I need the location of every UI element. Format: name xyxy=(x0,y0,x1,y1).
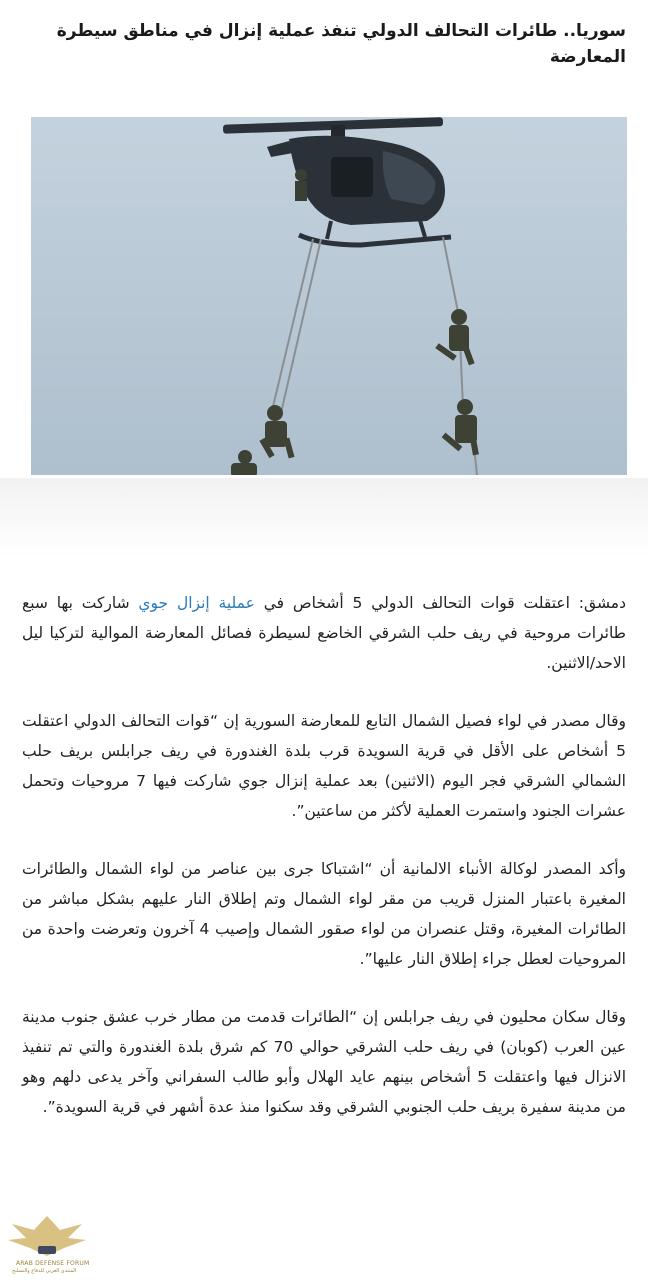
watermark-ar: المنتدى العربي للدفاع والتسليح xyxy=(12,1268,77,1274)
paragraph-1-lead: دمشق: اعتقلت قوات التحالف الدولي 5 أشخاص في xyxy=(254,594,626,612)
eagle-emblem-icon xyxy=(4,1210,90,1260)
link-airdrop-operation[interactable]: عملية إنزال جوي xyxy=(138,594,255,612)
article-photo-helicopter-rappel xyxy=(31,117,627,475)
paragraph-3: وأكد المصدر لوكالة الأنباء الالمانية أن “اشتباكا جرى بين عناصر من لواء الشمال والطائرات المغيرة باعتبار المنزل قريب من مقر لواء الشمال وتم إطلاق النار عليهم بشكل مباشر من الطائرات المغيرة، وقتل عنصران من لواء صقور الشمال وإصيب 4 آخرون وتعرضت واحدة من المروحيات لعطل جراء إطلاق النار عليها”. xyxy=(22,860,626,968)
watermark-logo xyxy=(4,1210,90,1276)
watermark-en: ARAB DEFENSE FORUM xyxy=(16,1260,90,1267)
image-shadow-divider xyxy=(0,478,648,558)
article-body xyxy=(22,588,626,1150)
paragraph-2: وقال مصدر في لواء فصيل الشمال التابع للمعارضة السورية إن “قوات التحالف الدولي اعتقلت 5 أشخاص على الأقل في قرية السويدة قرب بلدة الغندورة في ريف جرابلس بريف حلب الشمالي الشرقي فجر اليوم (الاثنين) بعد عملية إنزال جوي شاركت فيها 7 مروحيات وتحمل عشرات الجنود واستمرت العملية لأكثر من ساعتين”. xyxy=(22,712,626,820)
paragraph-1-rest: شاركت بها سبع طائرات مروحية في ريف حلب الشرقي الخاضع لسيطرة فصائل المعارضة الموالية لتركيا ليل الاحد/الاثنين. xyxy=(22,594,626,672)
paragraph-4: وقال سكان محليون في ريف جرابلس إن “الطائرات قدمت من مطار خرب عشق جنوب مدينة عين العرب (كوبان) في ريف حلب الشرقي حوالي 70 كم شرق بلدة الغندورة والتي تم تنفيذ الانزال فيها واعتقلت 5 أشخاص بينهم عايد الهلال وأبو طالب السفراني وآخر يدعى دلهم وهو من مدينة سفيرة بريف حلب الجنوبي الشرقي وقد سكنوا منذ عدة أشهر في قرية السويدة”. xyxy=(22,1008,627,1116)
paragraph-1 xyxy=(22,588,626,678)
article-headline: سوريا.. طائرات التحالف الدولي تنفذ عملية إنزال في مناطق سيطرة المعارضة xyxy=(56,21,626,67)
